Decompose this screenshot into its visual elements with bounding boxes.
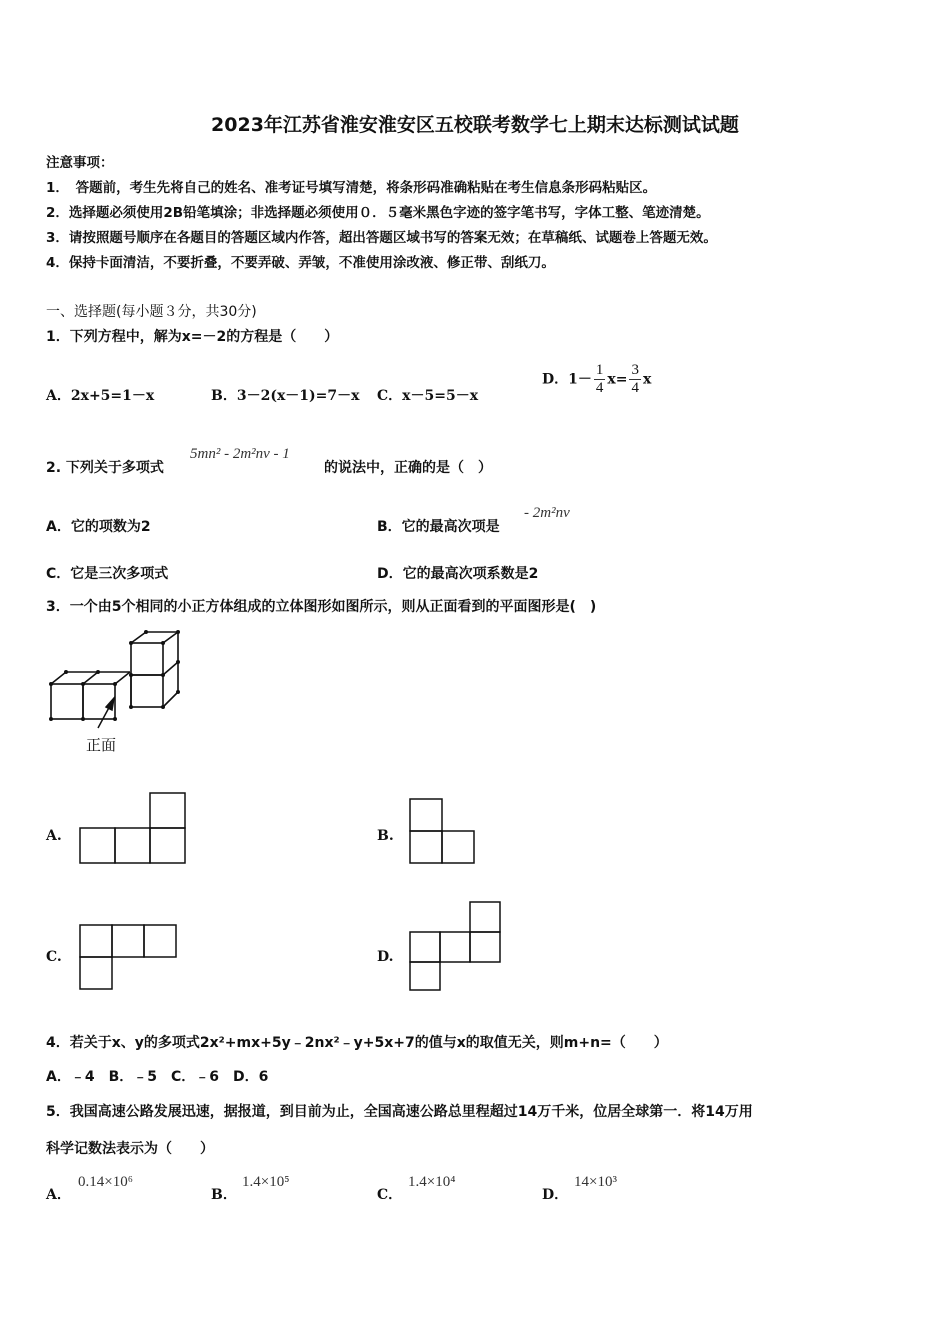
q1-d-fraction-1 [594,362,606,397]
notice-item-4: 4．保持卡面清洁，不要折叠，不要弄破、弄皱，不准使用涂改液、修正带、刮纸刀。 [46,255,555,271]
q5-option-a-value: 0.14×10⁶ [78,1174,133,1190]
q1-d-frac2-num: 3 [631,362,639,378]
q5-option-b-label: B． [211,1187,237,1203]
q3-option-a-label: A. [46,828,62,844]
q3-option-b-figure [408,797,478,865]
q3-option-d-figure [409,900,502,992]
q2-stem-prefix: 2. 下列关于多项式 [46,460,164,476]
q3-option-d-label: D. [377,949,394,965]
q5-option-b-value: 1.4×10⁵ [242,1174,290,1190]
q3-option-c-label: C. [46,949,62,965]
q1-d-suffix: x [642,371,652,388]
notice-heading: 注意事项： [46,155,114,171]
q2-polynomial: 5mn² - 2m²nv - 1 [190,446,290,462]
q5-option-d-label: D． [542,1187,569,1203]
q4-stem: 4．若关于x、y的多项式2x²+mx+5y﹣2nx²﹣y+5x+7的值与x的取值无关，则m+n=（ ） [46,1035,668,1051]
q1-d-frac2-den: 4 [631,380,639,396]
q3-option-b-label: B. [377,828,394,844]
notice-item-3: 3．请按照题号顺序在各题目的答题区域内作答，超出答题区域书写的答案无效；在草稿纸、试题卷上答题无效。 [46,230,717,246]
q5-option-a-label: A． [46,1187,71,1203]
q3-figure-label: 正面 [86,736,117,754]
q4-options: A．﹣4 B．﹣5 C．﹣6 D．6 [46,1069,269,1085]
q5-option-c-value: 1.4×10⁴ [408,1174,456,1190]
q2-option-c: C．它是三次多项式 [46,566,169,582]
q2-option-b-term: - 2m²nv [524,505,570,521]
notice-item-1: 1． 答题前，考生先将自己的姓名、准考证号填写清楚，将条形码准确粘贴在考生信息条形码粘贴区。 [46,180,657,196]
q2-stem-suffix: 的说法中，正确的是（ ） [324,460,492,476]
q1-stem: 1．下列方程中，解为x=－2的方程是（ ） [46,329,339,345]
q1-d-fraction-2 [629,362,641,397]
q1-d-frac1-den: 4 [595,380,604,396]
page-title: 2023年江苏省淮安淮安区五校联考数学七上期末达标测试试题 [211,114,739,136]
q1-d-prefix: D．1－ [542,371,592,388]
q5-stem-line2: 科学记数法表示为（ ） [46,1141,214,1157]
q1-option-d [542,362,651,397]
q2-option-d: D．它的最高次项系数是2 [377,566,539,582]
section-heading: 一、选择题(每小题３分，共30分) [46,304,257,320]
q2-option-b: B．它的最高次项是 [377,519,500,535]
q1-d-mid: x= [607,371,628,388]
q1-option-a: A．2x+5=1－x [46,388,155,404]
q3-option-c-figure [78,923,178,991]
q2-option-a: A．它的项数为2 [46,519,151,535]
q1-d-frac1-num: 1 [595,362,604,378]
q1-option-c: C．x－5=5－x [377,388,479,404]
q3-stem: 3．一个由5个相同的小正方体组成的立体图形如图所示，则从正面看到的平面图形是( ) [46,599,597,615]
q1-option-b: B．3－2(x－1)=7－x [211,388,360,404]
notice-item-2: 2．选择题必须使用2B铅笔填涂；非选择题必须使用０．５毫米黑色字迹的签字笔书写，字体工整、笔迹清楚。 [46,205,710,221]
q3-option-a-figure [78,792,188,865]
q5-option-c-label: C． [377,1187,403,1203]
q5-option-d-value: 14×10³ [574,1174,617,1190]
q5-stem-line1: 5．我国高速公路发展迅速，据报道，到目前为止，全国高速公路总里程超过14万千米，位居全球第一．将14万用 [46,1104,753,1120]
